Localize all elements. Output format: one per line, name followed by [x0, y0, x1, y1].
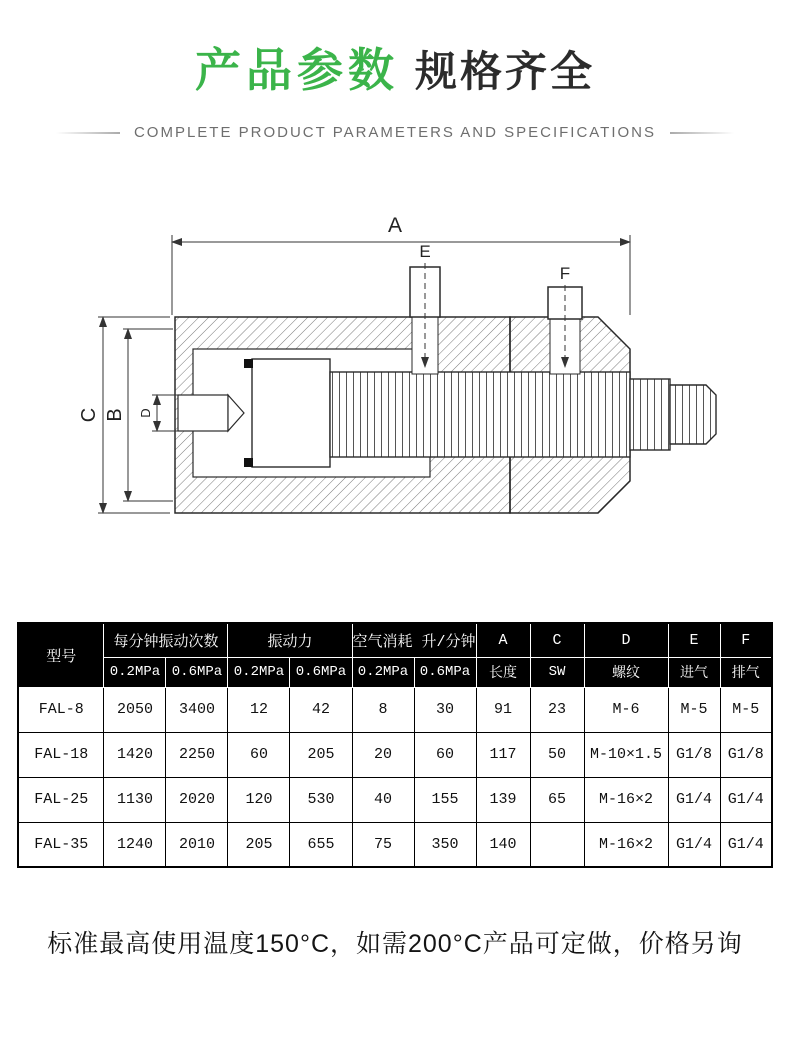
value-cell: G1/4	[720, 822, 772, 867]
value-cell: 655	[290, 822, 352, 867]
value-cell: 117	[476, 732, 530, 777]
subheader-sw: SW	[530, 657, 584, 687]
value-cell	[530, 822, 584, 867]
header-d: D	[584, 623, 668, 657]
subheader-thread: 螺纹	[584, 657, 668, 687]
value-cell: 20	[352, 732, 414, 777]
header-air-consumption: 空气消耗 升/分钟	[352, 623, 476, 657]
value-cell: 23	[530, 687, 584, 732]
shaft-end	[670, 385, 716, 444]
seal-top	[244, 359, 253, 368]
table-row	[18, 777, 772, 822]
subheader-exhaust: 排气	[720, 657, 772, 687]
spec-table	[17, 622, 773, 868]
value-cell: 2020	[166, 777, 228, 822]
title-accent: 产品参数	[194, 44, 399, 96]
table-row	[18, 687, 772, 732]
value-cell: 139	[476, 777, 530, 822]
value-cell: 205	[290, 732, 352, 777]
value-cell: G1/8	[720, 732, 772, 777]
value-cell: 30	[414, 687, 476, 732]
model-cell: FAL-8	[18, 687, 104, 732]
value-cell: 2050	[104, 687, 166, 732]
dim-label-a: A	[387, 214, 403, 237]
dim-label-d: D	[138, 408, 153, 418]
value-cell: 2250	[166, 732, 228, 777]
value-cell: M-10×1.5	[584, 732, 668, 777]
value-cell: 1420	[104, 732, 166, 777]
value-cell: 50	[530, 732, 584, 777]
value-cell: M-16×2	[584, 822, 668, 867]
header-c: C	[530, 623, 584, 657]
table-row	[18, 822, 772, 867]
table-header	[18, 623, 772, 687]
dim-label-e: E	[419, 242, 431, 261]
value-cell: M-6	[584, 687, 668, 732]
subheader-pressure-1: 0.2MPa	[104, 657, 166, 687]
value-cell: M-5	[720, 687, 772, 732]
seal-bottom	[244, 458, 253, 467]
value-cell: 42	[290, 687, 352, 732]
subheader-pressure-4: 0.6MPa	[290, 657, 352, 687]
shaft-main	[330, 372, 630, 457]
header-e: E	[668, 623, 720, 657]
shaft-step	[630, 379, 670, 450]
value-cell: 75	[352, 822, 414, 867]
table-body	[18, 687, 772, 867]
value-cell: 2010	[166, 822, 228, 867]
model-cell: FAL-35	[18, 822, 104, 867]
subtitle-text: COMPLETE PRODUCT PARAMETERS AND SPECIFICATIONS	[133, 124, 657, 141]
title-rest: 规格齐全	[414, 48, 595, 95]
value-cell: 8	[352, 687, 414, 732]
page-title	[0, 34, 790, 100]
value-cell: G1/4	[668, 777, 720, 822]
value-cell: 140	[476, 822, 530, 867]
subheader-pressure-6: 0.6MPa	[414, 657, 476, 687]
subheader-pressure-2: 0.6MPa	[166, 657, 228, 687]
temperature-note: 标准最高使用温度150°C，如需200°C产品可定做，价格另询	[47, 930, 743, 958]
value-cell: 65	[530, 777, 584, 822]
subheader-pressure-5: 0.2MPa	[352, 657, 414, 687]
decorative-line-right	[670, 132, 734, 134]
value-cell: 350	[414, 822, 476, 867]
header-a: A	[476, 623, 530, 657]
value-cell: 120	[228, 777, 290, 822]
value-cell: 91	[476, 687, 530, 732]
value-cell: 60	[414, 732, 476, 777]
dim-label-c: C	[78, 407, 100, 423]
header-model: 型号	[18, 623, 104, 687]
dim-label-b: B	[104, 408, 126, 422]
value-cell: 40	[352, 777, 414, 822]
value-cell: 530	[290, 777, 352, 822]
value-cell: 60	[228, 732, 290, 777]
value-cell: G1/4	[720, 777, 772, 822]
value-cell: 205	[228, 822, 290, 867]
table-row	[18, 732, 772, 777]
subheader-length: 长度	[476, 657, 530, 687]
value-cell: 3400	[166, 687, 228, 732]
subheader-intake: 进气	[668, 657, 720, 687]
subheader-pressure-3: 0.2MPa	[228, 657, 290, 687]
dim-label-f: F	[559, 264, 571, 283]
piston	[252, 359, 330, 467]
value-cell: G1/4	[668, 822, 720, 867]
decorative-line-left	[56, 132, 120, 134]
header-f: F	[720, 623, 772, 657]
page-header	[0, 0, 790, 141]
value-cell: 155	[414, 777, 476, 822]
value-cell: G1/8	[668, 732, 720, 777]
inlet-stub	[178, 395, 228, 431]
technical-diagram	[0, 199, 790, 544]
model-cell: FAL-18	[18, 732, 104, 777]
value-cell: 1130	[104, 777, 166, 822]
header-vibration-force: 振动力	[228, 623, 352, 657]
header-vibrations-per-minute: 每分钟振动次数	[104, 623, 228, 657]
value-cell: 12	[228, 687, 290, 732]
value-cell: M-16×2	[584, 777, 668, 822]
subtitle-row	[0, 124, 790, 141]
value-cell: 1240	[104, 822, 166, 867]
vibrator-cross-section	[0, 199, 790, 544]
model-cell: FAL-25	[18, 777, 104, 822]
exhaust-port-f	[548, 287, 582, 319]
value-cell: M-5	[668, 687, 720, 732]
